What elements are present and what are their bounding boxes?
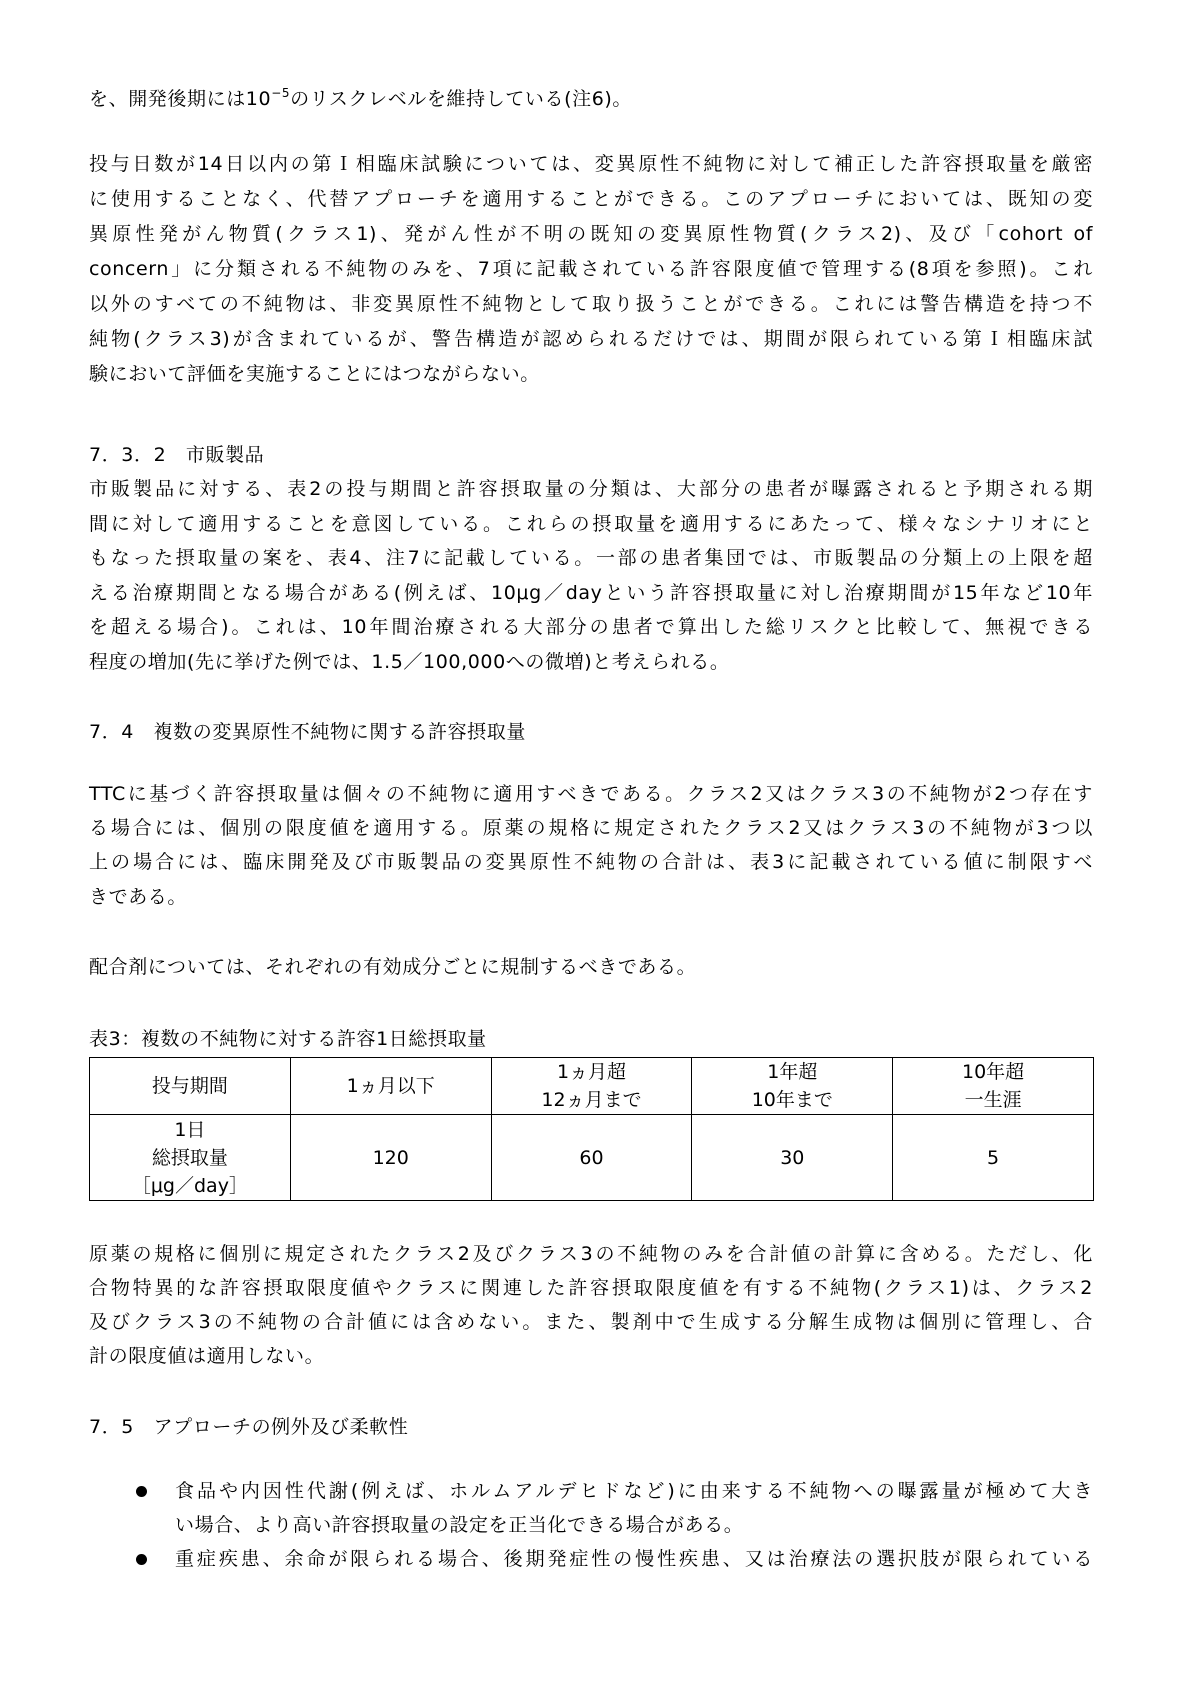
bullet-icon — [136, 1554, 147, 1565]
paragraph-line: 市販製品に対する、表2の投与期間と許容摂取量の分類は、大部分の患者が曝露されると予期される期 — [89, 478, 1093, 500]
paragraph-line: 投与日数が14日以内の第Ｉ相臨床試験については、変異原性不純物に対して補正した許容摂取量を厳密 — [89, 153, 1093, 175]
paragraph-combination: 配合剤については、それぞれの有効成分ごとに規制するべきである。 — [89, 956, 697, 978]
table-header-cell — [692, 1058, 893, 1115]
bullet-icon — [136, 1486, 147, 1497]
section-heading-7-3-2: 7．3．2 市販製品 — [89, 444, 265, 466]
cell-text: 1年超 — [767, 1061, 818, 1083]
text: を、開発後期には10 — [89, 88, 272, 110]
table-row-label — [90, 1115, 291, 1201]
table-cell: 120 — [290, 1115, 491, 1201]
cell-text: 10年まで — [751, 1089, 833, 1111]
table-cell: 5 — [893, 1115, 1094, 1201]
cell-text: 12ヵ月まで — [541, 1089, 642, 1111]
section-heading-7-5: 7．5 アプローチの例外及び柔軟性 — [89, 1416, 409, 1438]
paragraph-line: 以外のすべての不純物は、非変異原性不純物として取り扱うことができる。これには警告構造を持つ不 — [89, 293, 1093, 315]
paragraph-line: 異原性発がん物質(クラス1)、発がん性が不明の既知の変異原性物質(クラス2)、及び「cohort of — [89, 223, 1093, 245]
paragraph-line: 計の限度値は適用しない。 — [89, 1345, 325, 1367]
cell-text: 1ヵ月以下 — [346, 1075, 435, 1097]
paragraph-line: える治療期間となる場合がある(例えば、10μg／dayという許容摂取量に対し治療期間が15年など10年 — [89, 582, 1093, 604]
paragraph-line — [89, 82, 1093, 116]
paragraph-line: 間に対して適用することを意図している。これらの摂取量を適用するにあたって、様々なシナリオにと — [89, 513, 1093, 535]
list-item-line: 食品や内因性代謝(例えば、ホルムアルデヒドなど)に由来する不純物への曝露量が極めて大き — [175, 1480, 1093, 1502]
paragraph-line: 原薬の規格に個別に規定されたクラス2及びクラス3の不純物のみを合計値の計算に含める。ただし、化 — [89, 1243, 1093, 1265]
paragraph-line: を超える場合)。これは、10年間治療される大部分の患者で算出した総リスクと比較して、無視できる — [89, 616, 1093, 638]
cell-text: 一生涯 — [964, 1089, 1022, 1111]
cell-text: 総摂取量 — [151, 1146, 228, 1169]
table-header-cell — [491, 1058, 692, 1115]
paragraph-line: に使用することなく、代替アプローチを適用することができる。このアプローチにおいては、既知の変 — [89, 188, 1093, 210]
table-header-cell — [90, 1058, 291, 1115]
table-header-cell — [893, 1058, 1094, 1115]
cell-text: 1日 — [174, 1118, 206, 1141]
table-header-cell — [290, 1058, 491, 1115]
list-item-line: い場合、より高い許容摂取量の設定を正当化できる場合がある。 — [175, 1514, 744, 1536]
paragraph-line: 合物特異的な許容摂取限度値やクラスに関連した許容摂取限度値を有する不純物(クラス1)は、クラス2 — [89, 1277, 1093, 1299]
table-cell: 30 — [692, 1115, 893, 1201]
paragraph-line: TTCに基づく許容摂取量は個々の不純物に適用すべきである。クラス2又はクラス3の不純物が2つ存在す — [89, 783, 1093, 805]
paragraph-line: 験において評価を実施することにはつながらない。 — [89, 363, 540, 385]
paragraph-line: る場合には、個別の限度値を適用する。原薬の規格に規定されたクラス2又はクラス3の不純物が3つ以 — [89, 817, 1093, 839]
table-caption: 表3：複数の不純物に対する許容1日総摂取量 — [89, 1028, 487, 1050]
list-item-line: 重症疾患、余命が限られる場合、後期発症性の慢性疾患、又は治療法の選択肢が限られている — [175, 1548, 1093, 1570]
paragraph-line: 及びクラス3の不純物の合計値には含めない。また、製剤中で生成する分解生成物は個別に管理し、合 — [89, 1311, 1093, 1333]
paragraph-line: concern」に分類される不純物のみを、7項に記載されている許容限度値で管理する(8項を参照)。これ — [89, 258, 1093, 280]
superscript: −5 — [271, 86, 291, 100]
table-cell: 60 — [491, 1115, 692, 1201]
paragraph-line: 程度の増加(先に挙げた例では、1.5／100,000への微増)と考えられる。 — [89, 651, 730, 673]
text: のリスクレベルを維持している(注6)。 — [290, 88, 633, 110]
paragraph-line: きである。 — [89, 886, 188, 908]
paragraph-line: 上の場合には、臨床開発及び市販製品の変異原性不純物の合計は、表3に記載されている値に制限すべ — [89, 851, 1093, 873]
table-3 — [89, 1057, 1094, 1201]
table-header-row — [90, 1058, 1094, 1115]
cell-text: 投与期間 — [151, 1075, 228, 1097]
table-row — [90, 1115, 1094, 1201]
paragraph-line: もなった摂取量の案を、表4、注7に記載している。一部の患者集団では、市販製品の分類上の上限を超 — [89, 547, 1093, 569]
cell-text: ［μg／day］ — [131, 1174, 248, 1197]
paragraph-line: 純物(クラス3)が含まれているが、警告構造が認められるだけでは、期間が限られている第Ｉ相臨床試 — [89, 328, 1093, 350]
cell-text: 1ヵ月超 — [556, 1061, 627, 1083]
cell-text: 10年超 — [962, 1061, 1025, 1083]
section-heading-7-4: 7．4 複数の変異原性不純物に関する許容摂取量 — [89, 721, 526, 743]
